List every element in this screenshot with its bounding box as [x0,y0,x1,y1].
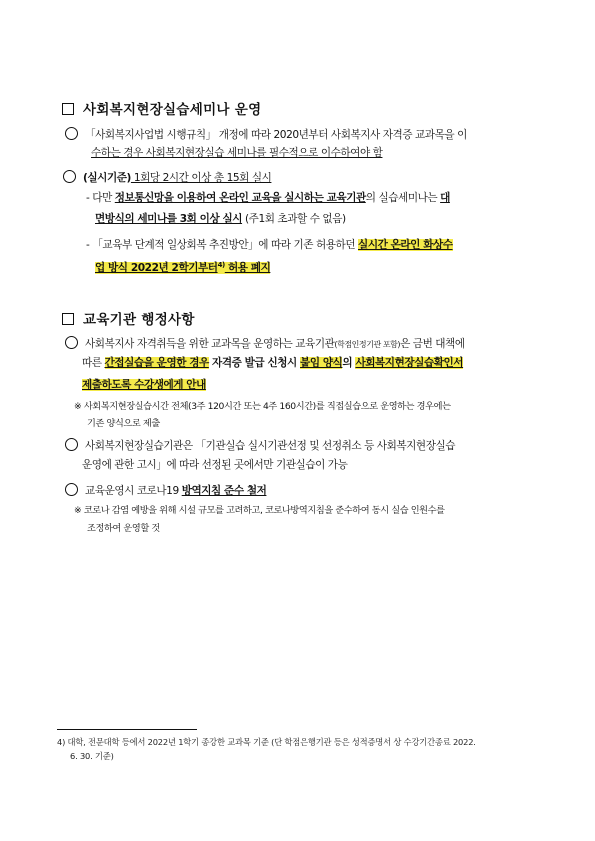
section2-note1-line1: ※ 사회복지현장실습시간 전체(3주 120시간 또는 4주 160시간)를 직접실습으로 운영하는 경우에는 [74,401,451,412]
section2-title: 교육기관 행정사항 [83,312,195,328]
section2-item1-line1: 사회복지사 자격취득을 위한 교과목을 운영하는 교육기관(학점인정기관 포함)은 금번 대책에 [65,336,465,350]
section2-item1-line2: 따른 간접실습을 운영한 경우 자격증 발급 신청시 붙임 양식의 사회복지현장실습확인서 [82,357,464,369]
checkbox-square-icon [62,103,74,115]
bullet-circle-icon [65,336,78,349]
bullet-circle-icon [65,483,78,496]
footnote-line2: 6. 30. 기준) [70,751,114,761]
section2-note2-line1: ※ 코로나 감염 예방을 위해 시설 규모를 고려하고, 코로나방역지침을 준수하여 동시 실습 인원수를 [74,505,445,516]
bullet-circle-icon [65,127,78,140]
section2-heading [62,308,195,328]
section1-item1-line1: 「사회복지사업법 시행규칙」 개정에 따라 2020년부터 사회복지사 자격증 교과목을 이 [65,127,467,141]
bullet-circle-icon [65,438,78,451]
section1-item1-line2: 수하는 경우 사회복지현장실습 세미나를 필수적으로 이수하여야 함 [91,147,383,159]
section1-heading [62,98,261,118]
section1-sub2-line2: 업 방식 2022년 2학기부터$^{4)}$ 허용 폐지 [95,261,271,274]
section2-item2-line1: 사회복지현장실습기관은 「기관실습 실시기관선정 및 선정취소 등 사회복지현장실습 [65,438,455,452]
section1-sub1-line1: - 다만 정보통신망을 이용하여 온라인 교육을 실시하는 교육기관의 실습세미나는 대 [86,192,450,204]
footnote-line1: 4) 대학, 전문대학 등에서 2022년 1학기 종강한 교과목 기준 (단 학점은행기관 등은 성적증명서 상 수강기간종료 2022. [57,737,476,747]
section1-sub1-line2: 면방식의 세미나를 3회 이상 실시 (주1회 초과할 수 없음) [95,213,346,225]
section2-item2-line2: 운영에 관한 고시」에 따라 선정된 곳에서만 기관실습이 가능 [82,459,348,471]
section1-sub2-line1: - 「교육부 단계적 일상회복 추진방안」에 따라 기존 허용하던 실시간 온라인 화상수 [86,239,453,251]
section1-title: 사회복지현장실습세미나 운영 [83,102,262,118]
section1-item2: (실시기준) 1회당 2시간 이상 총 15회 실시 [63,170,271,184]
section2-item3: 교육운영시 코로나19 방역지침 준수 철저 [65,483,266,497]
footnote-divider [57,729,197,730]
bullet-circle-icon [63,170,76,183]
section2-note2-line2: 조정하여 운영할 것 [87,523,160,534]
section2-item1-line3: 제출하도록 수강생에게 안내 [82,379,206,391]
section2-note1-line2: 기존 양식으로 제출 [87,418,160,429]
checkbox-square-icon [62,313,74,325]
